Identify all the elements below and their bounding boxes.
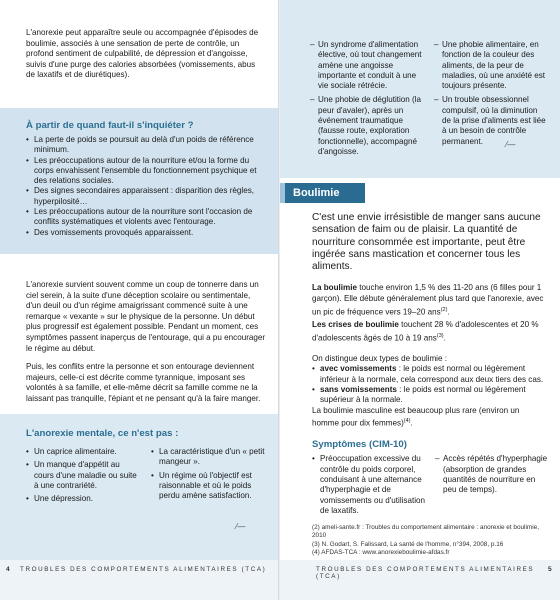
bulimia-stat-1: La boulimie touche environ 1,5 % des 11-20 ans (6 filles pour 1 garçon). Elle débute généralement plus tard que l'anorexie, avec un pic de fréquence vers 19–20 ans$^{(2)}$. xyxy=(312,283,544,317)
type-text: : le poids est normal ou légèrement supérieur à la normale. xyxy=(320,385,526,405)
worry-section xyxy=(0,108,280,254)
signature-mark: ⁄— xyxy=(236,522,246,531)
stat-text: touche environ 1,5 % des 11-20 ans (6 filles pour 1 garçon). Elle débute généralement plus tard que l'anorexie, avec un pic de fréquence vers 19–20 ans xyxy=(312,283,544,317)
not-anorexia-columns xyxy=(26,447,266,504)
onset-section xyxy=(0,254,280,414)
note-ref: (4) xyxy=(403,418,411,425)
list-item: • Une dépression. xyxy=(26,494,141,504)
other-disorders-section xyxy=(280,0,560,178)
symptoms-list-1 xyxy=(312,454,435,516)
onset-paragraph-1: L'anorexie survient souvent comme un coup de tonnerre dans un ciel serein, à la suite d'une déception scolaire ou sentimentale, d'un deuil ou d'un régime amaigrissant commencé suite à une remarque « vexante » sur le physique de la personne. Un début plus progressif est également possible. Pendant un moment, ces symptômes passent inaperçus de l'entourage, qui a pu encourager le régime au début. xyxy=(26,280,266,353)
symptoms-columns xyxy=(312,454,548,516)
list-item xyxy=(312,385,548,406)
list-item: • Des vomissements provoqués apparaissent. xyxy=(26,228,266,238)
bulimia-stat-2: Les crises de boulimie touchent 28 % d'adolescentes et 20 % d'adolescents âgés de 10 à 19 ans$^{(3)}$. xyxy=(312,319,539,343)
not-anorexia-section xyxy=(0,414,280,560)
worry-list xyxy=(26,135,266,238)
list-item: • La caractéristique d'un « petit mangeur ». xyxy=(151,447,266,468)
list-item: – Accès répétés d'hyperphagie (absorption de grandes quantités de nourriture en peu de temps). xyxy=(435,454,548,495)
not-anorexia-title: L'anorexie mentale, ce n'est pas : xyxy=(26,428,179,439)
list-item: • Les préoccupations autour de la nourriture et/ou la forme du corps envahissent l'ensemble du fonctionnement psychique et des relations sociales. xyxy=(26,156,266,187)
types-intro: On distingue deux types de boulimie : xyxy=(312,353,447,363)
list-item: • Préoccupation excessive du contrôle du poids corporel, conduisant à une alternance d'hyperphagie et de vomissements ou d'utilisation de laxatifs. xyxy=(312,454,425,516)
reference-line: (4) AFDAS-TCA : www.anorexieboulimie-afdas.fr xyxy=(312,548,450,556)
stat-bold: La boulimie xyxy=(312,283,357,293)
list-item xyxy=(312,364,548,385)
list-item: – Une phobie alimentaire, en fonction de la couleur des aliments, de la peur de maladies, où une anxiété est toujours présente. xyxy=(434,40,548,91)
page-number-right: 5 xyxy=(548,566,552,573)
other-disorders-list-1 xyxy=(310,40,434,157)
signature-mark: ⁄— xyxy=(506,140,516,149)
list-item: – Une phobie de déglutition (la peur d'avaler), après un événement traumatique (fausse route, exploration fonctionnelle), accompagné d'angoisse. xyxy=(310,95,424,157)
list-item: – Un syndrome d'alimentation élective, où tout changement amène une angoisse importante et conduit à une vie sociale rétrécie. xyxy=(310,40,424,91)
type-bold: sans vomissements xyxy=(320,385,397,395)
intro-text: L'anorexie peut apparaître seule ou accompagnée d'épisodes de boulimie, associés à une sensation de perte de contrôle, un profond sentiment de culpabilité, de dépression et d'angoisse, suivis d'une purge des calories absorbées (vomissements, abus de laxatifs et de diurétiques). xyxy=(26,28,259,80)
reference-line: (3) N. Godart, S. Falissard, La santé de l'homme, n°394, 2008, p.16 xyxy=(312,540,504,548)
male-bulimia-note: La boulimie masculine est beaucoup plus rare (environ un homme pour dix femmes)$^{(4)}$. xyxy=(312,405,520,428)
type-bold: avec vomissements xyxy=(320,364,397,374)
symptoms-list-2 xyxy=(435,454,548,516)
list-item: • Des signes secondaires apparaissent : disparition des règles, hyperpilosité… xyxy=(26,186,266,207)
not-anorexia-list-1 xyxy=(26,447,151,504)
bulimia-lead: C'est une envie irrésistible de manger sans aucune sensation de faim ou de plaisir. La quantité de nourriture consommée est importante, peut être ingérée sans mastication et concerner tous les aliments. xyxy=(312,212,541,273)
reference-line: (2) ameli-sante.fr : Troubles du comportement alimentaire : anorexie et boulimie, 2010 xyxy=(312,524,539,540)
stat-ref: (3) xyxy=(436,332,444,339)
type-text: : le poids est normal ou légèrement inférieur à la normale, cela correspond aux deux tiers des cas. xyxy=(320,364,544,384)
symptoms-title: Symptômes (CIM-10) xyxy=(312,439,407,451)
stat-bold: Les crises de boulimie xyxy=(312,319,399,329)
intro-section xyxy=(0,0,280,108)
list-item: – Un trouble obsessionnel compulsif, où la diminution de la prise d'aliments est liée à un besoin de contrôle permanent. xyxy=(434,95,548,146)
stat-text: touchent 28 % d'adolescentes et 20 % d'adolescents âgés de 10 à 19 ans xyxy=(312,319,539,343)
not-anorexia-list-2 xyxy=(151,447,266,504)
worry-title: À partir de quand faut-il s'inquiéter ? xyxy=(26,120,194,131)
footer-right: TROUBLES DES COMPORTEMENTS ALIMENTAIRES (TCA) xyxy=(316,566,535,580)
list-item: • Un caprice alimentaire. xyxy=(26,447,141,457)
other-disorders-list-2 xyxy=(434,40,548,157)
types-list xyxy=(312,364,548,405)
stat-ref: (2) xyxy=(440,306,448,313)
list-item: • Les préoccupations autour de la nourriture sont l'occasion de conflits systématiques et violents avec l'entourage. xyxy=(26,207,266,228)
note-text: La boulimie masculine est beaucoup plus rare (environ un homme pour dix femmes) xyxy=(312,405,520,428)
footer-left: TROUBLES DES COMPORTEMENTS ALIMENTAIRES (TCA) xyxy=(20,566,267,573)
bulimia-content xyxy=(312,212,548,557)
section-title-bulimia: Boulimie xyxy=(285,183,365,203)
page-number-left: 4 xyxy=(6,566,10,573)
list-item: • Un régime où l'objectif est raisonnable et où le poids perdu amène satisfaction. xyxy=(151,471,266,502)
list-item: • La perte de poids se poursuit au delà d'un poids de référence minimum. xyxy=(26,135,266,156)
list-item: • Un manque d'appétit au cours d'une maladie ou suite à une contrariété. xyxy=(26,460,141,491)
onset-paragraph-2: Puis, les conflits entre la personne et son entourage deviennent majeurs, celle-ci est décrite comme tyrannique, imposant ses volontés à sa famille, et elle-même décrit sa famille comme ne la laissant pas tranquille, l'épiant et ne pensant qu'à la faire manger. xyxy=(26,362,261,403)
